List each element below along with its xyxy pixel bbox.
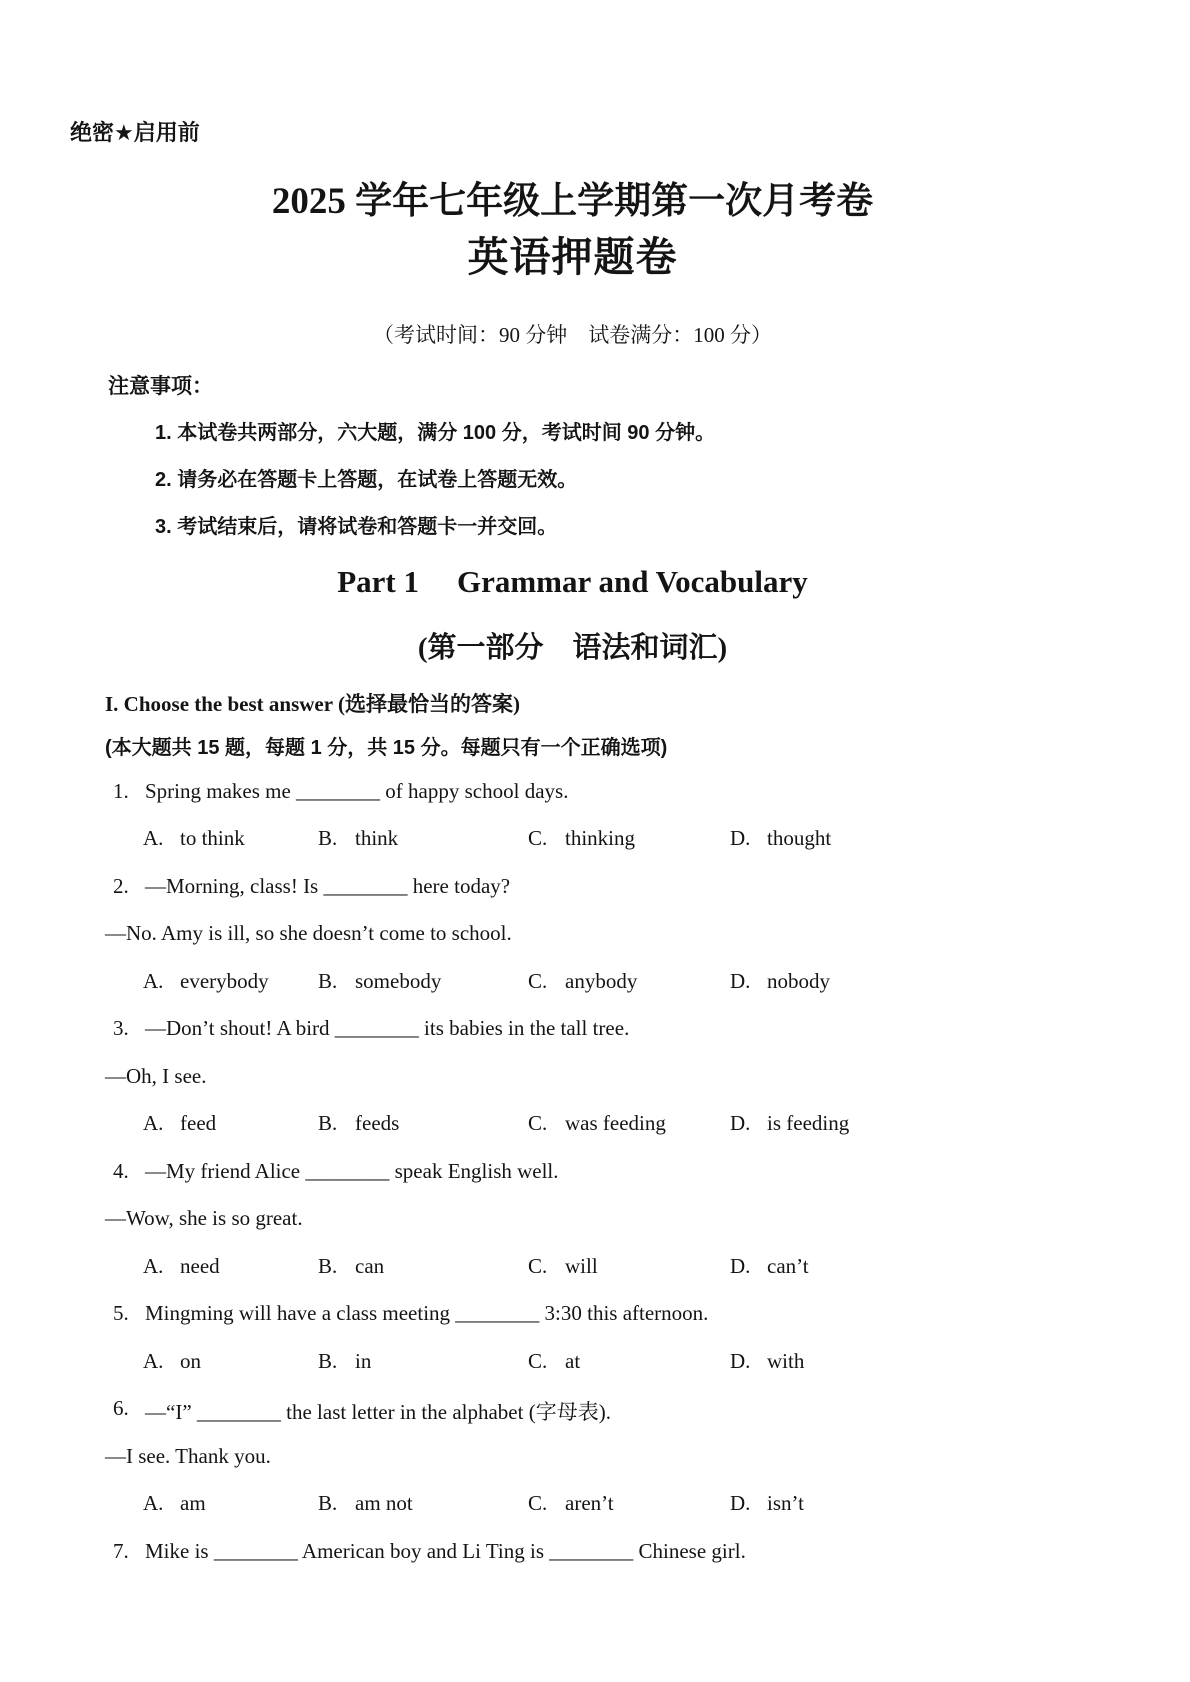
question-7-number: 7. (113, 1539, 129, 1563)
question-2-option-a: A. everybody (143, 969, 269, 993)
question-5-option-a: A. on (143, 1349, 201, 1373)
question-4-option-c: C. will (528, 1254, 598, 1278)
question-3-option-d: D. is feeding (730, 1111, 850, 1135)
classification-label: 绝密★启用前 (70, 120, 200, 145)
question-1-option-d: D. thought (730, 826, 832, 850)
question-7-text: Mike is ________ American boy and Li Ting is ________ Chinese girl. (145, 1539, 746, 1563)
question-2-text: —Morning, class! Is ________ here today? (145, 874, 511, 898)
question-4-option-b: B. can (318, 1254, 385, 1278)
part1-heading-chinese: (第一部分 语法和词汇) (417, 632, 728, 664)
question-5-number: 5. (113, 1301, 129, 1325)
part1-heading-part: Part 1 (337, 564, 419, 599)
question-3-option-c: C. was feeding (528, 1111, 666, 1135)
part1-heading-name: Grammar and Vocabulary (456, 564, 808, 599)
notice-heading: 注意事项： (108, 375, 213, 398)
question-1-option-a: A. to think (143, 826, 245, 850)
section1-heading: I. Choose the best answer (选择最恰当的答案) (105, 692, 520, 716)
notice-item-3: 3. 考试结束后，请将试卷和答题卡一并交回。 (155, 516, 558, 538)
question-6-option-d: D. isn’t (730, 1491, 804, 1515)
exam-title-line1: 2025 学年七年级上学期第一次月考卷 (271, 181, 874, 222)
question-2-option-b: B. somebody (318, 969, 442, 993)
question-6-number: 6. (113, 1396, 129, 1420)
notice-item-2: 2. 请务必在答题卡上答题，在试卷上答题无效。 (155, 469, 578, 491)
question-3-number: 3. (113, 1016, 129, 1040)
question-4-response: —Wow, she is so great. (105, 1206, 303, 1230)
question-6-option-b: B. am not (318, 1491, 413, 1515)
exam-info: （考试时间：90 分钟 试卷满分：100 分） (373, 323, 772, 347)
question-4-option-d: D. can’t (730, 1254, 809, 1278)
exam-title-line2: 英语押题卷 (467, 234, 678, 280)
question-4-option-a: A. need (143, 1254, 220, 1278)
question-2-number: 2. (113, 874, 129, 898)
question-4-text: —My friend Alice ________ speak English well. (145, 1159, 559, 1183)
question-1-number: 1. (113, 779, 129, 803)
question-5-text: Mingming will have a class meeting ________ 3:30 this afternoon. (145, 1301, 709, 1325)
question-3-option-a: A. feed (143, 1111, 217, 1135)
question-2-option-c: C. anybody (528, 969, 638, 993)
question-5-option-c: C. at (528, 1349, 581, 1373)
notice-item-1: 1. 本试卷共两部分，六大题，满分 100 分，考试时间 90 分钟。 (155, 422, 716, 444)
question-1-text: Spring makes me ________ of happy school days. (145, 779, 569, 803)
section1-note: (本大题共 15 题，每题 1 分，共 15 分。每题只有一个正确选项) (105, 737, 668, 759)
question-1-option-b: B. think (318, 826, 399, 850)
question-2-option-d: D. nobody (730, 969, 830, 993)
question-3-text: —Don’t shout! A bird ________ its babies in the tall tree. (145, 1016, 630, 1040)
question-3-response: —Oh, I see. (105, 1064, 207, 1088)
question-1-option-c: C. thinking (528, 826, 636, 850)
part1-heading (105, 564, 1040, 600)
question-6-option-c: C. aren’t (528, 1491, 614, 1515)
question-5-option-b: B. in (318, 1349, 372, 1373)
question-6-text: —“I” ________ the last letter in the alphabet (字母表). (145, 1400, 611, 1424)
question-3-option-b: B. feeds (318, 1111, 400, 1135)
question-6-option-a: A. am (143, 1491, 206, 1515)
question-5-option-d: D. with (730, 1349, 805, 1373)
question-6-response: —I see. Thank you. (105, 1444, 271, 1468)
question-4-number: 4. (113, 1159, 129, 1183)
question-2-response: —No. Amy is ill, so she doesn’t come to school. (105, 921, 512, 945)
